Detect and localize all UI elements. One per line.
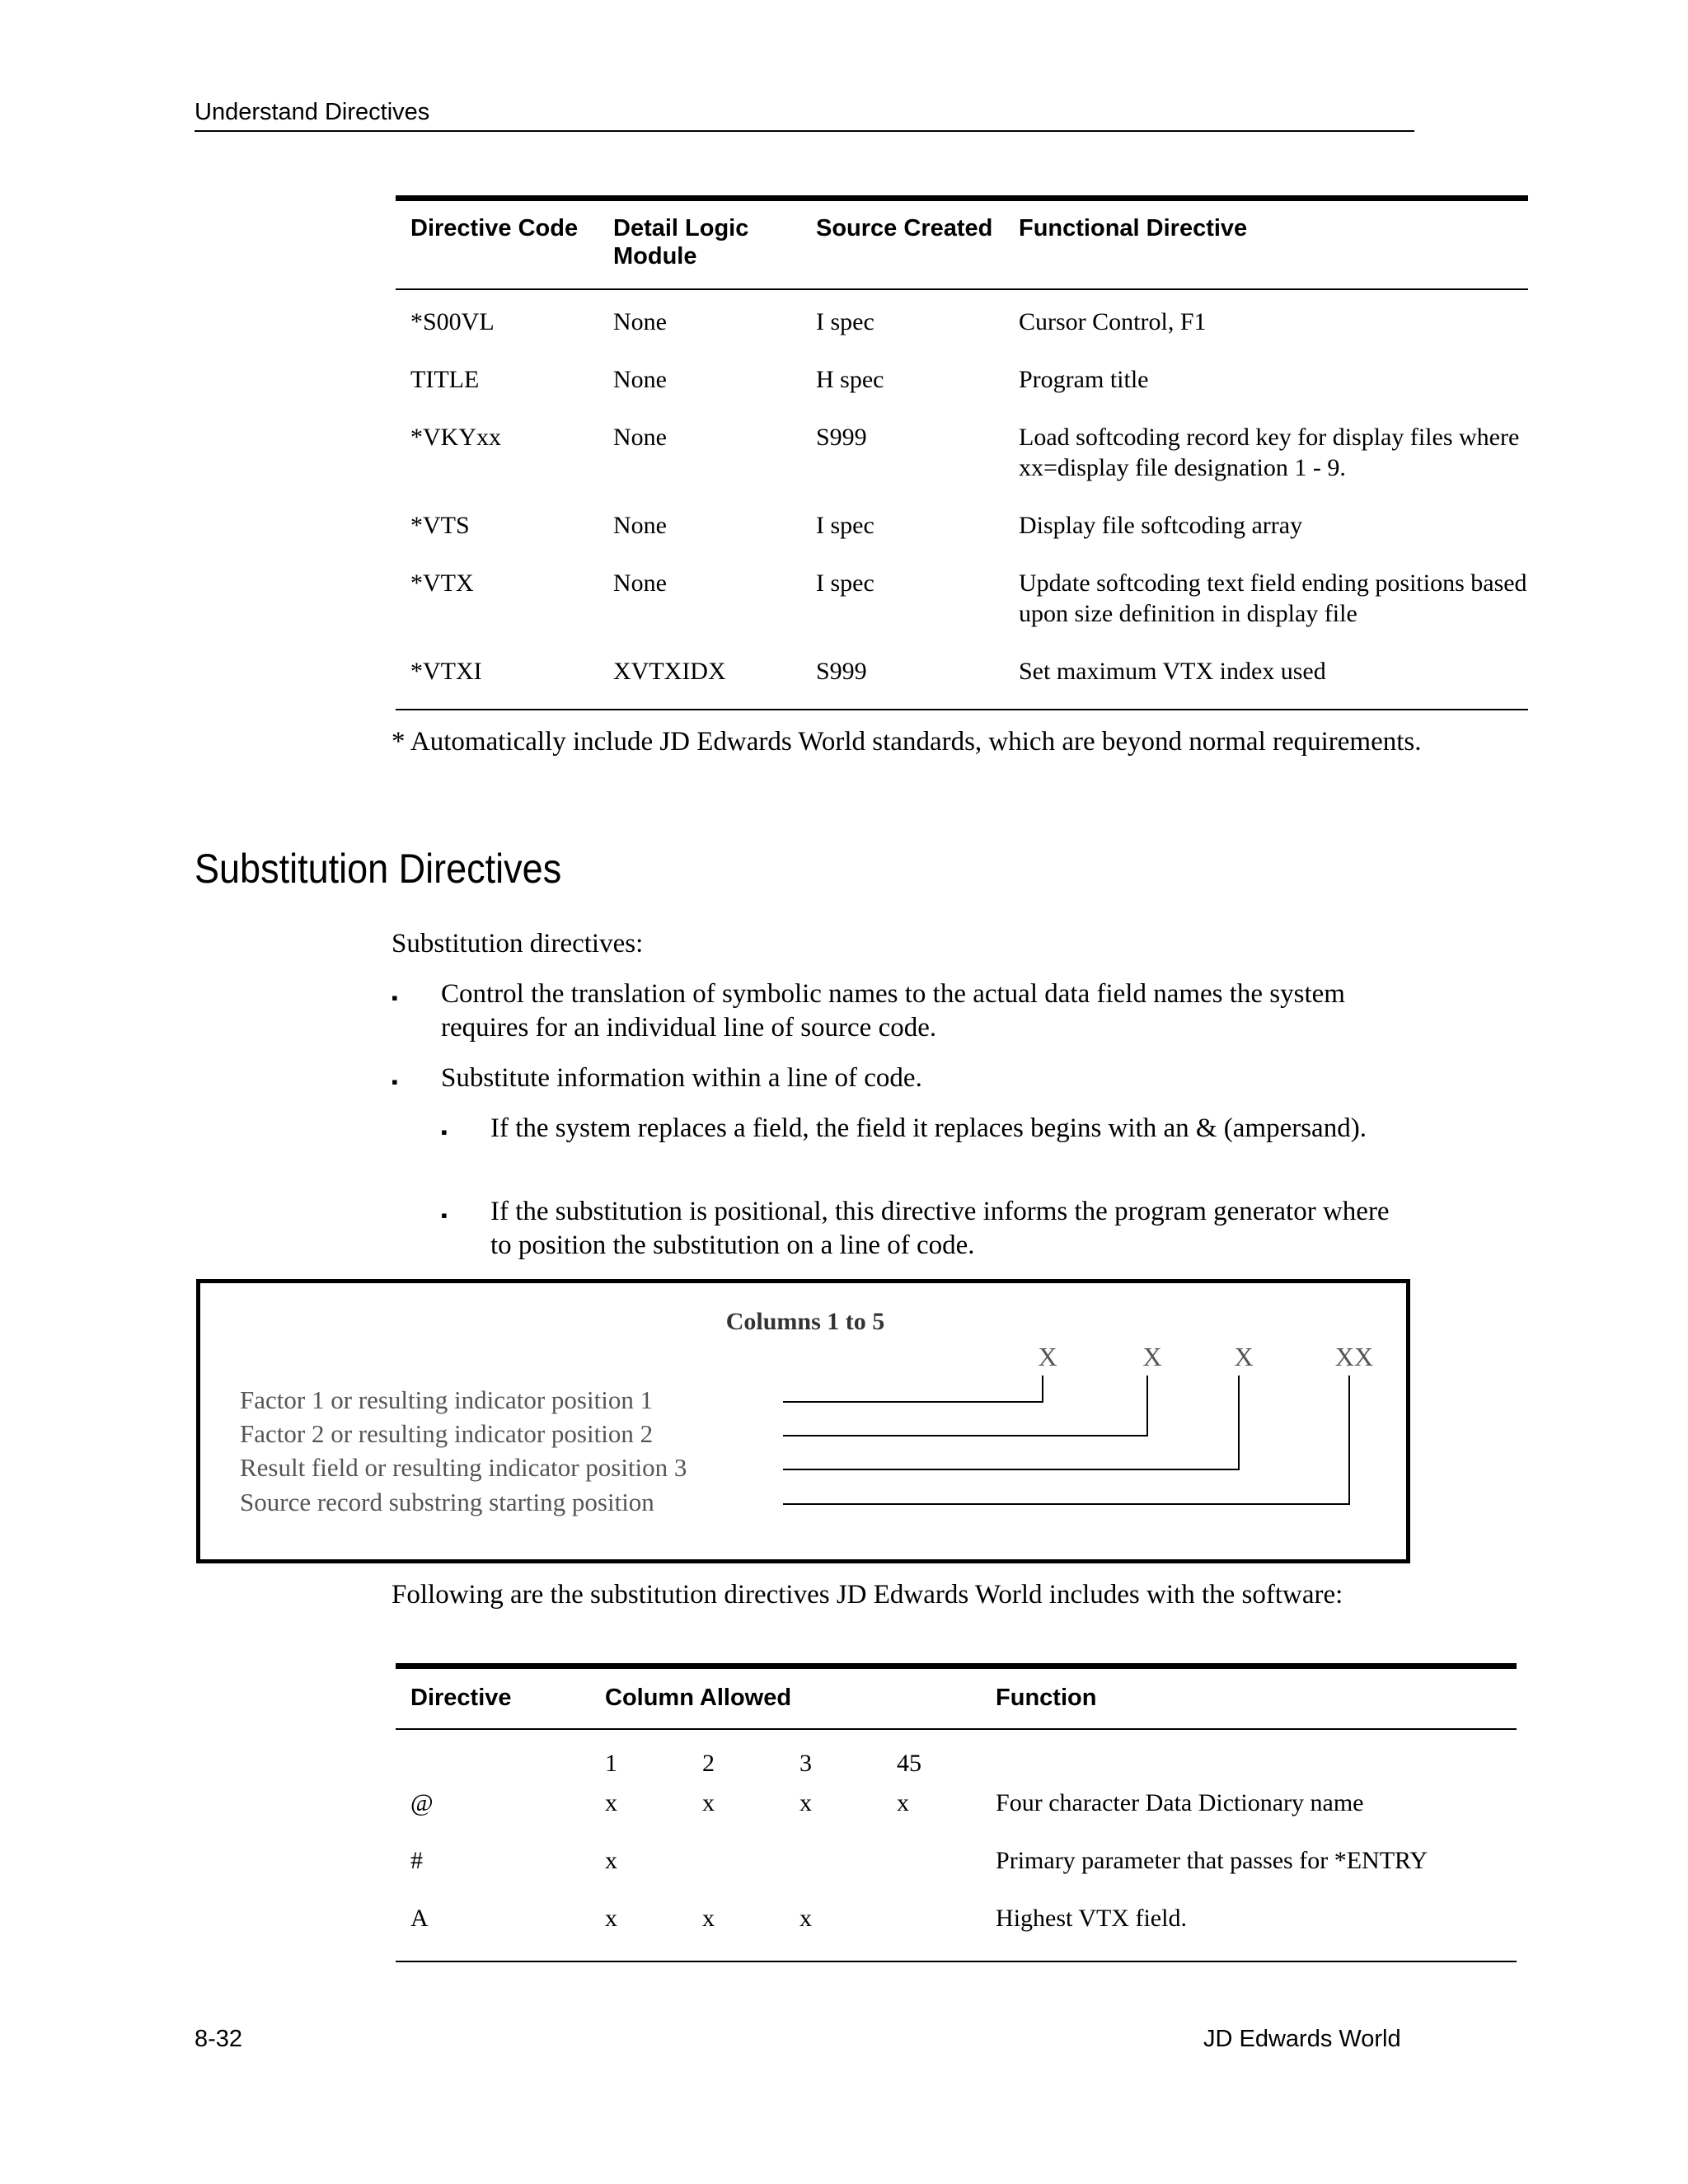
table-cell: x: [605, 1847, 617, 1874]
table-cell: S999: [816, 658, 867, 685]
table-cell: x: [897, 1789, 909, 1816]
table-cell: Four character Data Dictionary name: [996, 1789, 1364, 1816]
footnote: * Automatically include JD Edwards World standards, which are beyond normal requirements.: [392, 727, 1422, 757]
footer-page-number: 8-32: [195, 2026, 243, 2052]
substitution-table: [396, 1663, 1517, 1962]
column-header: Detail Logic Module: [598, 199, 801, 290]
table-cell: Highest VTX field.: [996, 1905, 1187, 1932]
table-row: [396, 1903, 1517, 1961]
diagram-label: Source record substring starting position: [240, 1488, 654, 1516]
table-cell: 45: [897, 1750, 921, 1777]
table-cell: Display file softcoding array: [1019, 512, 1303, 539]
table-cell: [687, 1845, 785, 1903]
table-cell: Program title: [1019, 366, 1149, 393]
table-cell: *S00VL: [410, 308, 495, 335]
table-cell: None: [613, 308, 667, 335]
table-cell: None: [613, 569, 667, 597]
table-row: [396, 568, 1528, 656]
table-row: [396, 1845, 1517, 1903]
header-rule: [195, 130, 1414, 132]
diagram-svg: [200, 1283, 1406, 1559]
table-cell: [396, 1729, 590, 1788]
table-cell: None: [613, 424, 667, 451]
table-cell: A: [410, 1905, 429, 1932]
diagram-title: Columns 1 to 5: [725, 1308, 885, 1335]
diagram-marker: XX: [1334, 1342, 1374, 1371]
table-cell: x: [702, 1789, 715, 1816]
bullet-text: If the system replaces a field, the field it replaces begins with an & (ampersand).: [490, 1113, 1367, 1143]
table-cell: x: [605, 1905, 617, 1932]
diagram-label: Result field or resulting indicator position 3: [240, 1453, 687, 1482]
table-cell: Primary parameter that passes for *ENTRY: [996, 1847, 1428, 1874]
table-cell: TITLE: [410, 366, 480, 393]
table-cell: *VTXI: [410, 658, 482, 685]
table-cell: Update softcoding text field ending positions based upon size definition in display file: [1019, 569, 1527, 627]
bullet-icon: ▪: [441, 1122, 448, 1142]
table-cell: I spec: [816, 569, 874, 597]
table-cell: @: [410, 1789, 434, 1816]
table-cell: [785, 1845, 882, 1903]
bullet-text: Control the translation of symbolic names to the actual data field names the system requires for an individual line of source code.: [441, 979, 1345, 1043]
section-intro: Substitution directives:: [392, 929, 644, 958]
table-cell: x: [799, 1905, 812, 1932]
bullet-icon: ▪: [392, 1071, 398, 1092]
table-cell: XVTXIDX: [613, 658, 726, 685]
table-cell: #: [410, 1847, 423, 1874]
table-cell: [981, 1729, 1517, 1788]
table-cell: S999: [816, 424, 867, 451]
table-row: [396, 422, 1528, 510]
following-text: Following are the substitution directives JD Edwards World includes with the software:: [392, 1580, 1343, 1610]
diagram-marker: X: [1038, 1342, 1057, 1371]
leader-line: [783, 1376, 1239, 1469]
column-header: Function: [981, 1666, 1517, 1730]
column-header: Column Allowed: [590, 1666, 981, 1730]
table-cell: x: [799, 1789, 812, 1816]
table-subheader-row: [396, 1729, 1517, 1788]
table-header-row: [396, 1666, 1517, 1730]
table-cell: I spec: [816, 512, 874, 539]
table-cell: x: [605, 1789, 617, 1816]
column-header: Functional Directive: [1004, 199, 1528, 290]
bullet-icon: ▪: [441, 1205, 448, 1226]
footer-brand: JD Edwards World: [1203, 2026, 1401, 2052]
bullet-text: If the substitution is positional, this directive informs the program generator where to position the substitution on a line of code.: [490, 1197, 1390, 1260]
bullet-icon: ▪: [392, 987, 398, 1008]
table-cell: H spec: [816, 366, 884, 393]
directive-table: [396, 195, 1528, 710]
table-cell: 3: [799, 1750, 812, 1777]
section-title: Substitution Directives: [195, 846, 562, 892]
column-diagram: [196, 1279, 1410, 1563]
table-cell: *VTS: [410, 512, 470, 539]
table-cell: *VKYxx: [410, 424, 501, 451]
bullet-text: Substitute information within a line of code.: [441, 1063, 922, 1093]
column-header: Directive: [396, 1666, 590, 1730]
table-cell: 2: [702, 1750, 715, 1777]
table-row: [396, 1788, 1517, 1845]
column-header: Source Created: [801, 199, 1004, 290]
column-header: Directive Code: [396, 199, 598, 290]
diagram-marker: X: [1234, 1342, 1254, 1371]
diagram-label: Factor 1 or resulting indicator position 1: [240, 1385, 654, 1414]
table-cell: Cursor Control, F1: [1019, 308, 1207, 335]
table-cell: I spec: [816, 308, 874, 335]
table-cell: *VTX: [410, 569, 474, 597]
table-cell: Set maximum VTX index used: [1019, 658, 1326, 685]
leader-line: [783, 1376, 1349, 1504]
table-cell: 1: [605, 1750, 617, 1777]
table-cell: [882, 1845, 981, 1903]
leader-line: [783, 1376, 1147, 1436]
diagram-label: Factor 2 or resulting indicator position 2: [240, 1419, 654, 1448]
table-cell: [882, 1903, 981, 1961]
leader-line: [783, 1376, 1043, 1402]
table-row: [396, 289, 1528, 364]
table-row: [396, 656, 1528, 710]
table-cell: None: [613, 512, 667, 539]
table-header-row: [396, 199, 1528, 290]
running-header: Understand Directives: [195, 99, 430, 125]
table-cell: x: [702, 1905, 715, 1932]
table-row: [396, 364, 1528, 422]
table-row: [396, 510, 1528, 568]
diagram-marker: X: [1142, 1342, 1162, 1371]
table-cell: Load softcoding record key for display files where xx=display file designation 1 - 9.: [1019, 424, 1520, 481]
table-cell: None: [613, 366, 667, 393]
